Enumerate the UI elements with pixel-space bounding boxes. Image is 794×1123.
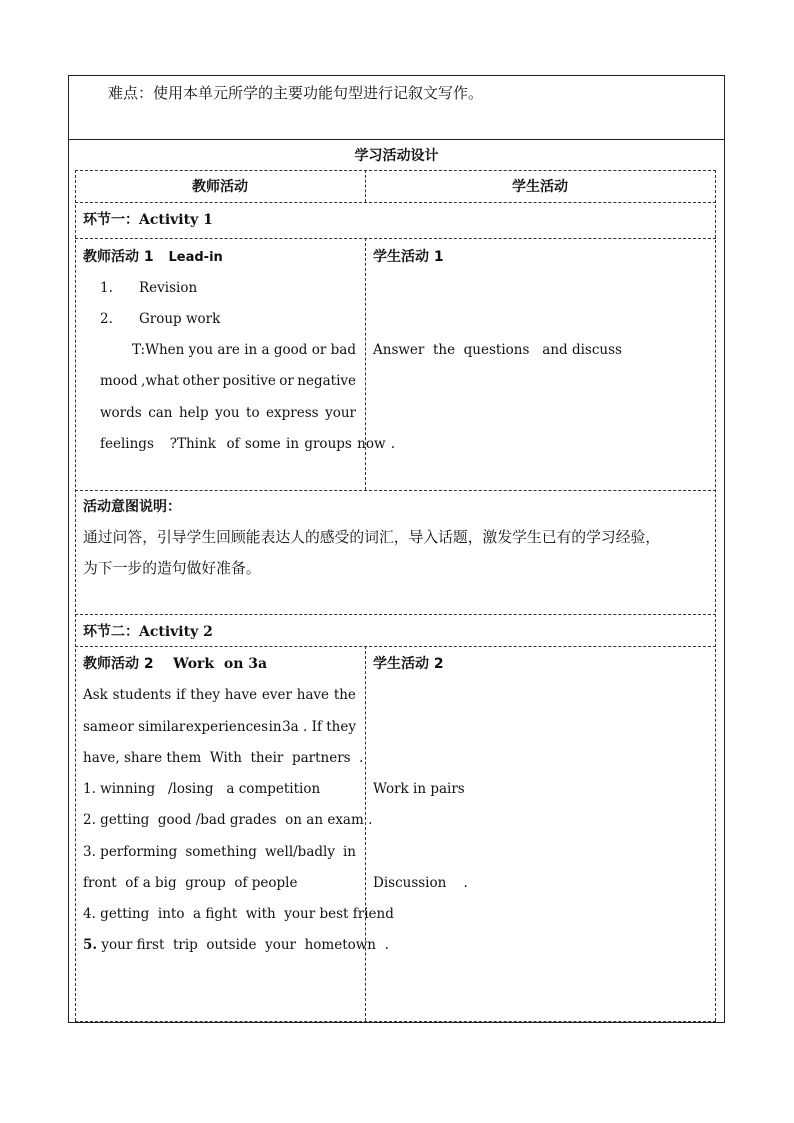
word: feelings: [100, 436, 154, 452]
word: 3a . If they: [282, 719, 356, 735]
stage1-para-line: [100, 404, 356, 422]
stage2-line: [83, 843, 356, 861]
word: T:When: [132, 342, 185, 358]
word: or similar: [119, 719, 186, 735]
stage1-teacher-title-cn: 教师活动 1: [83, 249, 154, 265]
word: you: [188, 342, 214, 358]
word: words: [100, 405, 142, 421]
word: help: [178, 405, 209, 421]
grid-line: [75, 490, 716, 491]
word: your: [325, 405, 356, 421]
word: if: [176, 687, 186, 703]
grid-line: [75, 646, 716, 647]
word: ,what: [141, 373, 180, 389]
stage2-student-text: Work in pairs: [373, 781, 465, 797]
stage2-line: [83, 686, 356, 704]
stage1-student-text: Answer the questions and discuss: [373, 342, 622, 358]
word: of some in groups now .: [226, 436, 396, 452]
word: can: [148, 405, 173, 421]
grid-line: [365, 646, 366, 1021]
stage2-teacher-title-en: Work on 3a: [173, 656, 268, 672]
word: Ask: [83, 687, 108, 703]
word: well/badly: [264, 844, 335, 860]
stage2-student-text: Discussion .: [373, 875, 468, 891]
word: mood: [100, 373, 138, 389]
word: in: [244, 342, 258, 358]
grid-line: [75, 614, 716, 615]
section-divider: [68, 139, 725, 140]
list-number: 1.: [100, 280, 113, 296]
grid-line: [715, 170, 716, 1021]
grid-line: [75, 170, 76, 1021]
stage1-list-text: Revision: [139, 280, 198, 296]
word: are: [217, 342, 240, 358]
stage1-teacher-title-en: Lead-in: [168, 250, 223, 265]
word: in: [342, 844, 356, 860]
word: negative: [297, 373, 356, 389]
stage1-para-line: [100, 435, 395, 453]
list-number: 2.: [100, 311, 113, 327]
stage1-list-text: Group work: [139, 311, 221, 327]
intent-line: 通过问答，引导学生回顾能表达人的感受的词汇，导入话题，激发学生已有的学习经验，: [83, 529, 661, 546]
stage1-para-line: [132, 341, 356, 359]
word: express: [266, 405, 319, 421]
difficulty-text: 难点：使用本单元所学的主要功能句型进行记叙文写作。: [108, 84, 484, 102]
word: same: [83, 719, 119, 735]
stage2-label-en: Activity 2: [139, 624, 213, 640]
word: bad: [330, 342, 356, 358]
word: experiences: [185, 719, 269, 735]
stage2-line: front of a big group of people: [83, 875, 298, 891]
stage1-student-title: 学生活动 1: [373, 249, 444, 265]
stage1-teacher-title: [83, 248, 223, 267]
stage1-list-item: [100, 310, 113, 328]
item-number: 5.: [83, 937, 98, 953]
student-column-header: 学生活动: [512, 179, 568, 195]
word: 3. performing: [83, 844, 178, 860]
stage1-label: [83, 211, 213, 229]
intent-line: 为下一步的造句做好准备。: [83, 560, 261, 577]
grid-line: [75, 202, 716, 203]
stage2-line: [83, 718, 356, 736]
item-text: your first trip outside your hometown .: [97, 937, 389, 953]
word: in: [268, 719, 282, 735]
word: you: [215, 405, 240, 421]
word: to: [246, 405, 260, 421]
grid-line: [75, 238, 716, 239]
stage1-label-cn: 环节一：: [83, 212, 139, 228]
stage2-teacher-title-cn: 教师活动 2: [83, 656, 154, 672]
word: other: [182, 373, 220, 389]
stage2-line: 4. getting into a fight with your best friend: [83, 906, 394, 922]
word: positive: [222, 373, 276, 389]
word: have: [296, 687, 330, 703]
stage2-student-title: 学生活动 2: [373, 656, 444, 672]
stage2-label-cn: 环节二：: [83, 624, 139, 640]
word: students: [112, 687, 172, 703]
stage2-line: [83, 936, 389, 954]
word: a good: [261, 342, 308, 358]
stage2-line: have, share them With their partners .: [83, 750, 364, 766]
word: ever: [261, 687, 292, 703]
word: have: [224, 687, 258, 703]
word: they: [190, 687, 220, 703]
word: the: [333, 687, 356, 703]
stage2-teacher-title: [83, 655, 267, 673]
stage2-label: [83, 623, 213, 641]
teacher-column-header: 教师活动: [192, 179, 248, 195]
grid-line: [75, 1021, 716, 1022]
stage2-line: 2. getting good /bad grades on an exam .: [83, 812, 373, 828]
stage1-para-line: [100, 372, 356, 390]
word: or: [279, 373, 294, 389]
word: something: [185, 844, 257, 860]
stage1-list-item: [100, 279, 113, 297]
stage2-line: 1. winning /losing a competition: [83, 781, 321, 797]
section-title: 学习活动设计: [354, 148, 439, 164]
intent-title: 活动意图说明：: [83, 499, 181, 515]
grid-line: [75, 170, 716, 171]
word: or: [311, 342, 327, 358]
stage1-label-en: Activity 1: [139, 212, 213, 228]
word: ?Think: [169, 436, 216, 452]
